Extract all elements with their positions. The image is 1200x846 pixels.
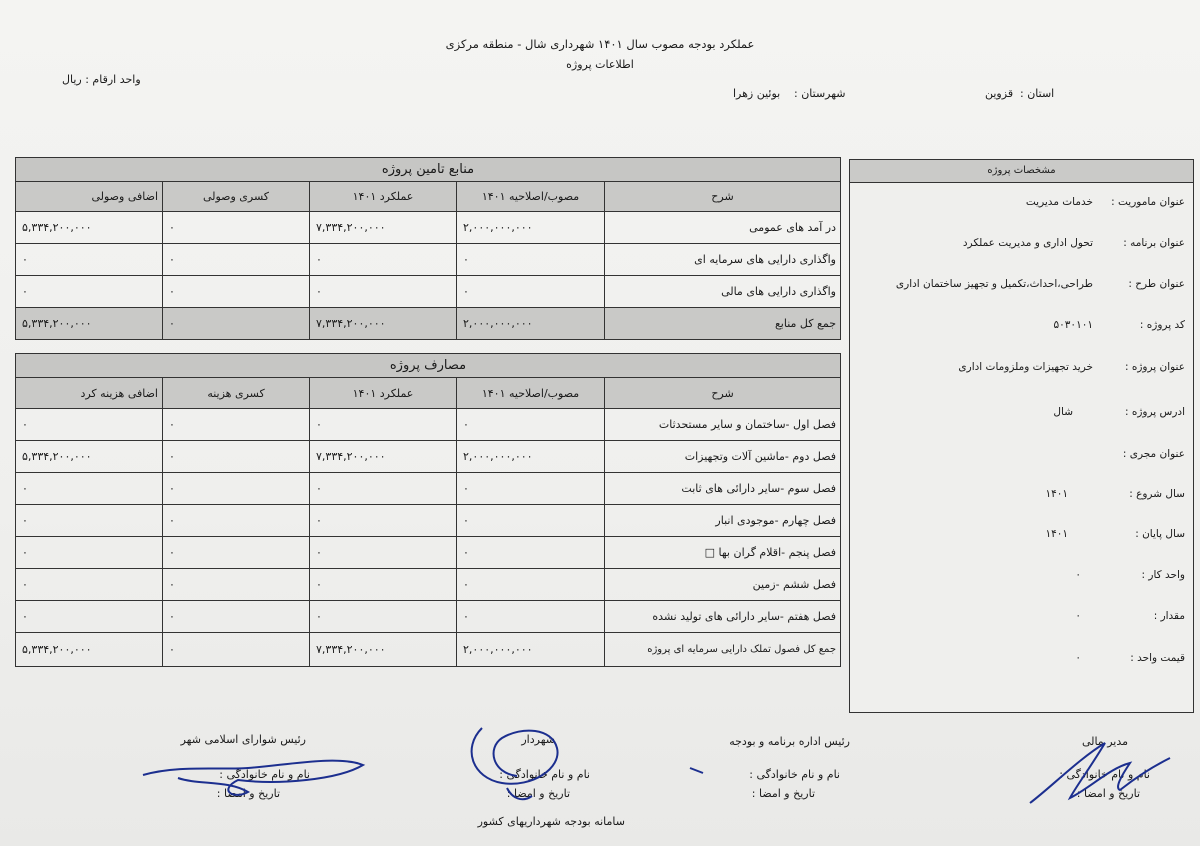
cell-description: فصل پنجم -اقلام گران بها □ [605, 537, 841, 569]
field-label: عنوان پروژه : [1124, 361, 1185, 373]
field-value: ۰ [1075, 569, 1081, 581]
costs-col-approved: مصوب/اصلاحیه ۱۴۰۱ [457, 378, 605, 409]
field-label: عنوان برنامه : [1123, 237, 1185, 249]
field-label: قیمت واحد : [1130, 652, 1185, 664]
cell-deficit: ۰ [163, 244, 310, 276]
table-row [16, 537, 841, 569]
cell-surplus: ۰ [16, 505, 163, 537]
field-value: ۱۴۰۱ [1045, 528, 1068, 540]
cell-approved: ۰ [457, 276, 605, 308]
cell-description: فصل دوم -ماشین آلات وتجهیزات [605, 441, 841, 473]
signature-name-label: نام و نام خانوادگی : [1059, 768, 1150, 781]
cell-description: واگذاری دارایی های سرمایه ای [605, 244, 841, 276]
cell-actual: ۰ [310, 537, 457, 569]
project-field [850, 237, 1193, 257]
cell-surplus: ۵,۳۳۴,۲۰۰,۰۰۰ [16, 441, 163, 473]
funding-col-surplus: اضافی وصولی [16, 182, 163, 212]
cell-surplus: ۰ [16, 537, 163, 569]
cell-surplus: ۵,۳۳۴,۲۰۰,۰۰۰ [16, 633, 163, 667]
funding-table [15, 157, 841, 340]
funding-col-deficit: کسری وصولی [163, 182, 310, 212]
cell-approved: ۰ [457, 537, 605, 569]
document-subtitle: اطلاعات پروژه [566, 58, 634, 71]
signature-scribble-council [138, 740, 378, 810]
cell-description: فصل سوم -سایر دارائی های ثابت [605, 473, 841, 505]
cell-description: در آمد های عمومی [605, 212, 841, 244]
field-label: سال شروع : [1129, 488, 1185, 500]
cell-approved: ۲,۰۰۰,۰۰۰,۰۰۰ [457, 633, 605, 667]
cell-deficit: ۰ [163, 212, 310, 244]
costs-table [15, 353, 841, 667]
table-row [16, 505, 841, 537]
field-value: شال [1053, 406, 1073, 418]
signature-scribble-finance [1020, 728, 1180, 818]
cell-approved: ۲,۰۰۰,۰۰۰,۰۰۰ [457, 441, 605, 473]
costs-section-title: مصارف پروژه [16, 354, 841, 378]
project-field [850, 319, 1193, 339]
table-row [16, 244, 841, 276]
cell-surplus: ۰ [16, 569, 163, 601]
field-value: ۰ [1075, 610, 1081, 622]
province-label: استان : [1020, 87, 1055, 100]
field-label: عنوان مجری : [1122, 448, 1185, 460]
signature-name-label: نام و نام خانوادگی : [749, 768, 840, 781]
project-field [850, 569, 1193, 589]
cell-description: فصل هفتم -سایر دارائی های تولید نشده [605, 601, 841, 633]
cell-deficit: ۰ [163, 633, 310, 667]
signature-title: مدیر مالی [1081, 735, 1128, 748]
field-label: سال پایان : [1135, 528, 1185, 540]
signature-mark [688, 765, 708, 777]
costs-col-actual: عملکرد ۱۴۰۱ [310, 378, 457, 409]
cell-actual: ۰ [310, 244, 457, 276]
cell-surplus: ۵,۳۳۴,۲۰۰,۰۰۰ [16, 308, 163, 340]
city-value: بوئین زهرا [733, 87, 781, 100]
field-value: تحول اداری و مدیریت عملکرد [962, 237, 1093, 249]
cell-actual: ۷,۳۳۴,۲۰۰,۰۰۰ [310, 212, 457, 244]
field-label: ادرس پروژه : [1124, 406, 1185, 418]
field-value: ۰ [1075, 652, 1081, 664]
signature-name-label: نام و نام خانوادگی : [219, 768, 310, 781]
cell-deficit: ۰ [163, 409, 310, 441]
cell-deficit: ۰ [163, 505, 310, 537]
cell-surplus: ۰ [16, 601, 163, 633]
province-value: قزوین [985, 87, 1014, 100]
project-field [850, 278, 1193, 298]
cell-approved: ۰ [457, 409, 605, 441]
field-label: مقدار : [1153, 610, 1185, 622]
cell-approved: ۰ [457, 473, 605, 505]
project-field [850, 196, 1193, 216]
cell-approved: ۰ [457, 601, 605, 633]
cell-approved: ۲,۰۰۰,۰۰۰,۰۰۰ [457, 212, 605, 244]
project-field [850, 488, 1193, 508]
cell-actual: ۷,۳۳۴,۲۰۰,۰۰۰ [310, 308, 457, 340]
signature-title: شهردار [521, 733, 555, 746]
cell-description: جمع کل منابع [605, 308, 841, 340]
cell-approved: ۰ [457, 505, 605, 537]
field-label: عنوان ماموریت : [1111, 196, 1185, 208]
cell-deficit: ۰ [163, 441, 310, 473]
table-row [16, 473, 841, 505]
field-value: ۵۰۳۰۱۰۱ [1053, 319, 1093, 331]
field-value: ۱۴۰۱ [1045, 488, 1068, 500]
cell-actual: ۰ [310, 505, 457, 537]
signature-date-label: تاریخ و امضا : [216, 787, 280, 800]
costs-col-surplus: اضافی هزینه کرد [16, 378, 163, 409]
project-details-header: مشخصات پروژه [850, 160, 1193, 183]
field-value: خدمات مدیریت [1025, 196, 1093, 208]
document-title: عملکرد بودجه مصوب سال ۱۴۰۱ شهرداری شال - منطقه مرکزی [445, 37, 755, 51]
project-details-panel [849, 159, 1194, 713]
table-row [16, 212, 841, 244]
cell-approved: ۰ [457, 569, 605, 601]
field-label: واحد کار : [1141, 569, 1185, 581]
cell-approved: ۲,۰۰۰,۰۰۰,۰۰۰ [457, 308, 605, 340]
project-field [850, 406, 1193, 426]
cell-actual: ۰ [310, 569, 457, 601]
cell-actual: ۷,۳۳۴,۲۰۰,۰۰۰ [310, 441, 457, 473]
cell-surplus: ۰ [16, 276, 163, 308]
costs-col-deficit: کسری هزینه [163, 378, 310, 409]
table-row [16, 601, 841, 633]
cell-description: فصل ششم -زمین [605, 569, 841, 601]
field-value: طراحی،احداث،تکمیل و تجهیز ساختمان اداری [895, 278, 1093, 290]
cell-deficit: ۰ [163, 537, 310, 569]
signature-date-label: تاریخ و امضا : [1076, 787, 1140, 800]
table-row [16, 409, 841, 441]
cell-actual: ۰ [310, 473, 457, 505]
cell-surplus: ۰ [16, 473, 163, 505]
cell-surplus: ۵,۳۳۴,۲۰۰,۰۰۰ [16, 212, 163, 244]
project-field [850, 448, 1193, 468]
cell-deficit: ۰ [163, 276, 310, 308]
signature-title: رئیس شوارای اسلامی شهر [180, 733, 306, 746]
cell-surplus: ۰ [16, 409, 163, 441]
cell-surplus: ۰ [16, 244, 163, 276]
cell-actual: ۰ [310, 409, 457, 441]
cell-actual: ۰ [310, 601, 457, 633]
cell-deficit: ۰ [163, 473, 310, 505]
funding-header-row [16, 182, 841, 212]
field-label: عنوان طرح : [1128, 278, 1185, 290]
costs-header-row [16, 378, 841, 409]
project-field [850, 610, 1193, 630]
cell-actual: ۷,۳۳۴,۲۰۰,۰۰۰ [310, 633, 457, 667]
city-label: شهرستان : [794, 87, 846, 100]
signature-title: رئیس اداره برنامه و بودجه [729, 735, 850, 748]
cell-description: جمع کل فصول تملک دارایی سرمایه ای پروژه [605, 633, 841, 667]
funding-total-row [16, 308, 841, 340]
cell-description: فصل چهارم -موجودی انبار [605, 505, 841, 537]
cell-description: فصل اول -ساختمان و سایر مستحدثات [605, 409, 841, 441]
cell-description: واگذاری دارایی های مالی [605, 276, 841, 308]
signature-scribble-mayor [462, 718, 582, 808]
cell-deficit: ۰ [163, 569, 310, 601]
project-field [850, 528, 1193, 548]
field-value: خرید تجهیزات وملزومات اداری [958, 361, 1093, 373]
signature-date-label: تاریخ و امضا : [506, 787, 570, 800]
funding-col-actual: عملکرد ۱۴۰۱ [310, 182, 457, 212]
signature-date-label: تاریخ و امضا : [751, 787, 815, 800]
costs-col-description: شرح [605, 378, 841, 409]
footer-system-name: سامانه بودجه شهرداریهای کشور [477, 815, 625, 828]
table-row [16, 441, 841, 473]
cell-deficit: ۰ [163, 601, 310, 633]
funding-section-title: منابع تامین پروژه [16, 158, 841, 182]
project-field [850, 361, 1193, 381]
funding-col-description: شرح [605, 182, 841, 212]
cell-actual: ۰ [310, 276, 457, 308]
unit-label: واحد ارقام : ریال [62, 73, 141, 86]
project-field [850, 652, 1193, 672]
table-row [16, 276, 841, 308]
cell-approved: ۰ [457, 244, 605, 276]
table-row [16, 569, 841, 601]
signature-name-label: نام و نام خانوادگی : [499, 768, 590, 781]
funding-col-approved: مصوب/اصلاحیه ۱۴۰۱ [457, 182, 605, 212]
field-label: کد پروژه : [1139, 319, 1185, 331]
cell-deficit: ۰ [163, 308, 310, 340]
costs-total-row [16, 633, 841, 667]
